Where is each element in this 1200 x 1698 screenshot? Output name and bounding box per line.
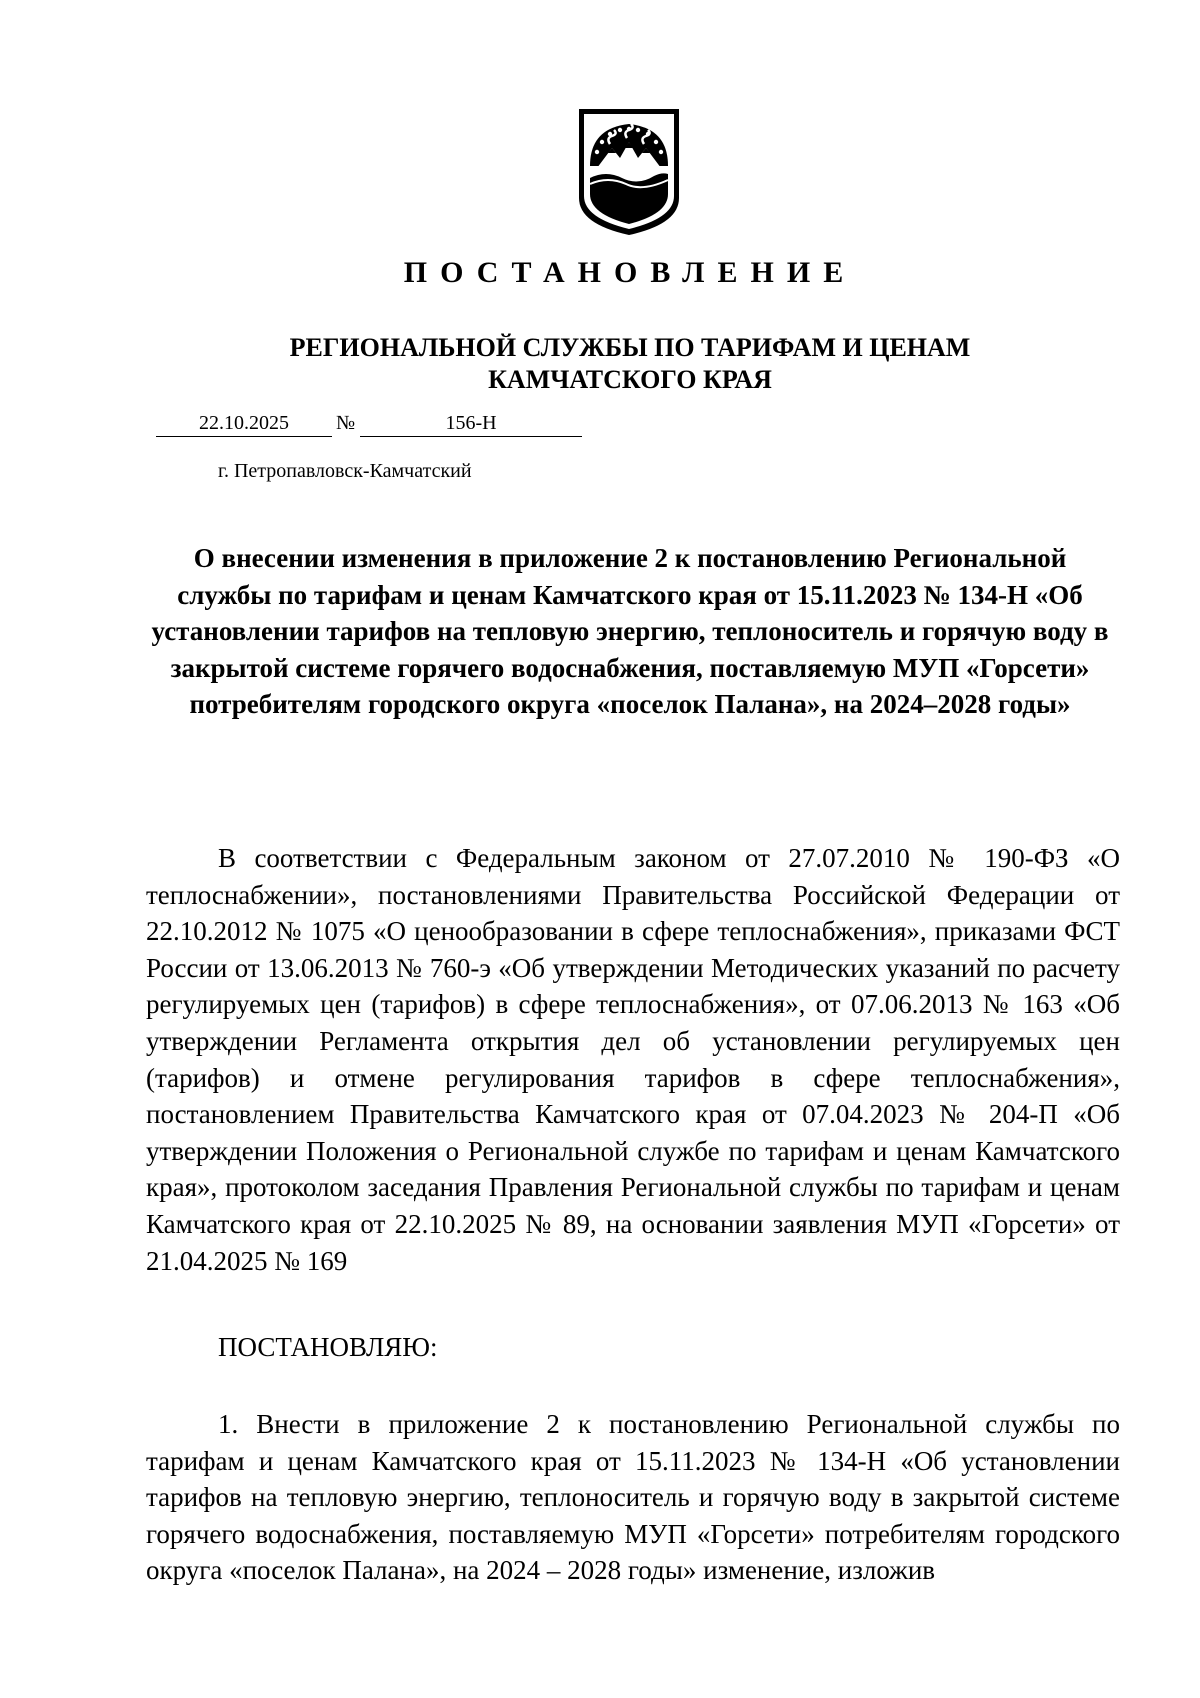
decree-word: ПОСТАНОВЛЯЮ: bbox=[218, 1332, 438, 1362]
document-date: 22.10.2025 bbox=[156, 410, 332, 437]
preamble-paragraph: В соответствии с Федеральным законом от 27.07.2010 № 190-ФЗ «О теплоснабжении», постановлениями Правительства Российской Федерации от 22.10.2012 № 1075 «О ценообразовании в сфере теплоснабжения», приказами ФСТ России от 13.06.2013 № 760-э «Об утверждении Методических указаний по расчету регулируемых цен (тарифов) в сфере теплоснабжения», от 07.06.2013 № 163 «Об утверждении Регламента открытия дел об установлении регулируемых цен (тарифов) и отмене регулирования тарифов в сфере теплоснабжения», постановлением Правительства Камчатского края от 07.04.2023 № 204-П «Об утверждении Положения о Региональной службе по тарифам и ценам Камчатского края», протоколом заседания Правления Региональной службы по тарифам и ценам Камчатского края от 22.10.2025 № 89, на основании заявления МУП «Горсети» от 21.04.2025 № 169 bbox=[146, 843, 1120, 1276]
number-sign: № bbox=[336, 412, 356, 434]
place-of-issue: г. Петропавловск-Камчатский bbox=[218, 460, 472, 482]
authority-line-2: КАМЧАТСКОГО КРАЯ bbox=[488, 365, 772, 394]
registration-line bbox=[0, 410, 1200, 440]
authority-line-1: РЕГИОНАЛЬНОЙ СЛУЖБЫ ПО ТАРИФАМ И ЦЕНАМ bbox=[289, 333, 971, 362]
document-number: 156-Н bbox=[360, 410, 582, 437]
kamchatka-coat-of-arms-icon bbox=[576, 106, 682, 238]
clause-1-paragraph: 1. Внести в приложение 2 к постановлению Региональной службы по тарифам и ценам Камчатского края от 15.11.2023 № 134-Н «Об установлении тарифов на тепловую энергию, теплоноситель и горячую воду в закрытой системе горячего водоснабжения, поставляемую МУП «Горсети» потребителям городского округа «поселок Палана», на 2024 – 2028 годы» изменение, изложив bbox=[146, 1409, 1120, 1586]
issuing-authority bbox=[0, 332, 1200, 396]
document-title: О внесении изменения в приложение 2 к постановлению Региональной службы по тарифам и ценам Камчатского края от 15.11.2023 № 134-Н «Об установлении тарифов на тепловую энергию, теплоноситель и горячую воду в закрытой системе горячего водоснабжения, поставляемую МУП «Горсети» потребителям городского округа «поселок Палана», на 2024–2028 годы» bbox=[151, 543, 1109, 720]
document-type-heading: ПОСТАНОВЛЕНИЕ bbox=[403, 256, 857, 289]
